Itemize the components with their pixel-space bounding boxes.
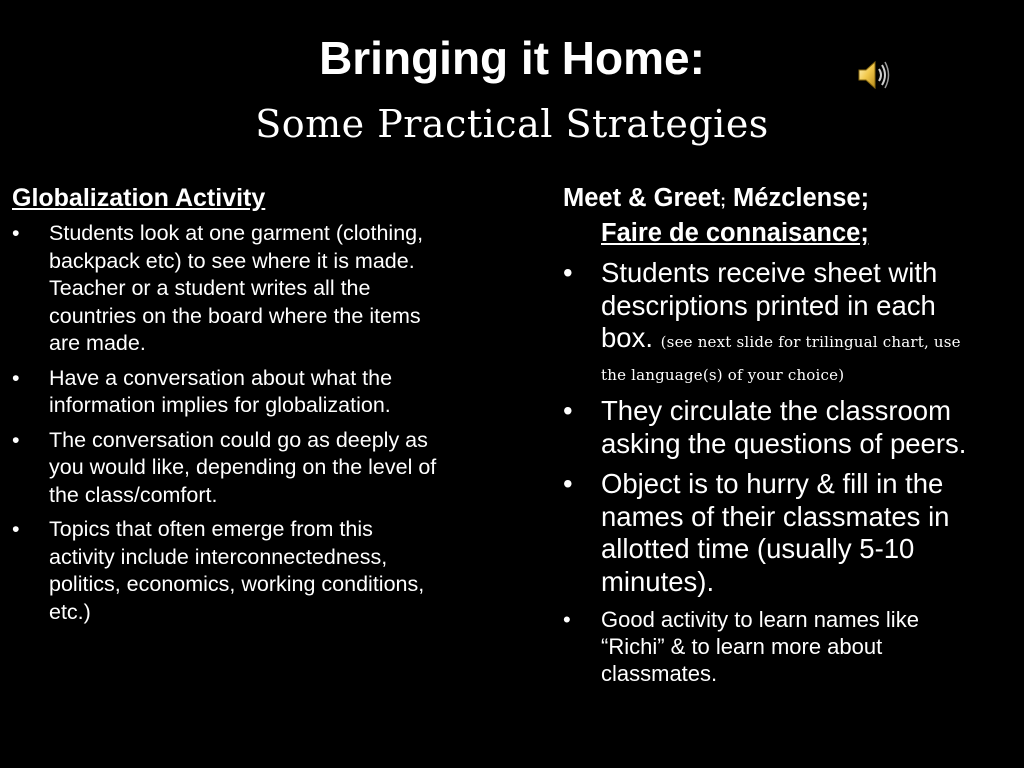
meet-and-greet-list [563, 257, 983, 687]
bullet: • [563, 395, 573, 426]
bullet: • [12, 365, 20, 390]
bullet: • [563, 468, 573, 499]
heading-semicolon: ; [720, 191, 726, 210]
slide-subtitle: Some Practical Strategies [255, 102, 769, 146]
list-item [563, 468, 983, 598]
list-item-text: Have a conversation about what the information implies for globalization. [49, 365, 393, 417]
list-item-text: Topics that often emerge from this activity include interconnectedness, politics, economics, working conditions, etc.) [49, 517, 425, 624]
list-item [563, 257, 983, 387]
meet-and-greet-heading [563, 182, 983, 249]
bullet: • [12, 517, 20, 541]
list-item [563, 606, 983, 687]
list-item [563, 395, 983, 460]
globalization-activity-heading: Globalization Activity [12, 184, 266, 212]
list-item [12, 220, 442, 358]
list-item-text: They circulate the classroom asking the questions of peers. [601, 395, 967, 459]
list-item [12, 427, 442, 510]
globalization-activity-section [12, 182, 442, 633]
bullet: • [563, 257, 573, 288]
heading-part-faire: Faire de connaisance; [601, 219, 869, 247]
heading-part-mezclense: Mézclense; [725, 184, 870, 212]
list-item-text: Students look at one garment (clothing, backpack etc) to see where it is made. Teacher or a student writes all the countries on the board where the items are made. [49, 221, 424, 355]
list-item-text: Good activity to learn names like “Richi” & to learn more about classmates. [601, 607, 919, 686]
meet-and-greet-section [563, 182, 983, 695]
globalization-activity-list [12, 220, 442, 626]
heading-part-meet-greet: Meet & Greet [563, 184, 721, 212]
list-item-text: The conversation could go as deeply as you would like, depending on the level of the class/comfort. [49, 427, 437, 507]
bullet: • [563, 607, 571, 632]
list-item-text: Students receive sheet with descriptions printed in each box. [601, 257, 938, 353]
list-item-note: (see next slide for trilingual chart, use the language(s) of your choice) [601, 333, 961, 384]
speaker-icon[interactable] [856, 58, 892, 92]
slide-title: Bringing it Home: [319, 32, 705, 84]
list-item [12, 365, 442, 420]
bullet: • [12, 427, 20, 452]
list-item-text: Object is to hurry & fill in the names of their classmates in allotted time (usually 5-10 minutes). [601, 468, 950, 597]
list-item [12, 516, 442, 626]
bullet: • [12, 221, 20, 245]
